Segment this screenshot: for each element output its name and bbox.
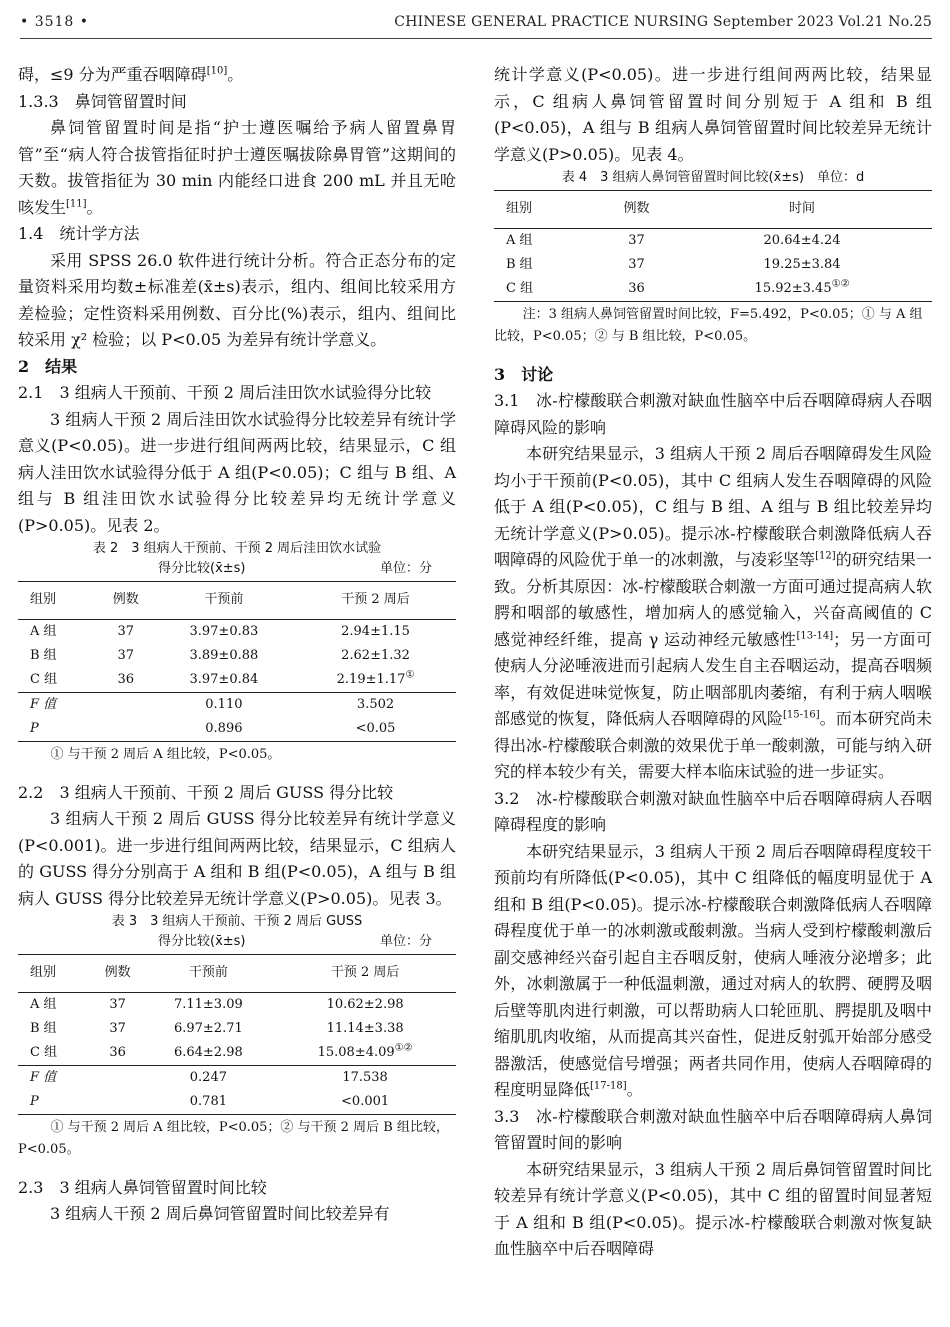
table-caption: 得分比较(x̄±s) xyxy=(158,934,246,949)
column-header: 干预 2 周后 xyxy=(274,955,456,993)
table-note: 注：3 组病人鼻饲管留置时间比较，F=5.492，P<0.05；① 与 A 组比较，P<0.05；② 与 B 组比较，P<0.05。 xyxy=(494,306,923,344)
table-2 xyxy=(18,539,456,766)
paragraph: 采用 SPSS 26.0 软件进行统计分析。符合正态分布的定量资料采用均数±标准差(x̄±s)表示，组内、组间比较采用方差检验；定性资料采用例数、百分比(%)表示，组内、组间比较采用 χ² 检验；以 P<0.05 为差异有统计学意义。 xyxy=(18,250,456,349)
running-header xyxy=(20,10,932,36)
paragraph: 本研究结果显示，3 组病人干预 2 周后吞咽障碍程度较干预前均有所降低(P<0.05)，其中 C 组降低的幅度明显优于 A 组和 B 组(P<0.05)。提示冰-柠檬酸联合刺激降低病人吞咽障碍程度优于单一的冰刺激或酸刺激。当病人受到柠檬酸刺激后副交感神经兴奋引起自主吞咽反射，使病人唾液分泌增多；此外，冰刺激属于一种低温刺激，通过对病人的软腭、硬腭及咽后壁等肌肉进行刺激，可以帮助病人口轮匝肌、腭提肌及咽中缩肌肌肉收缩，从而提高其兴奋性，促进反射弧开始部分感受器激活，使感觉信号增强；两者共同作用，使病人吞咽障碍的程度明显降低[17-18]。 xyxy=(494,841,932,1099)
section-heading: 2 结果 xyxy=(18,356,78,376)
table-row: A 组 37 7.11±3.09 10.62±2.98 xyxy=(30,996,404,1012)
table-row: A 组 37 20.64±4.24 xyxy=(506,232,841,248)
table-note: ① 与干预 2 周后 A 组比较，P<0.05。 xyxy=(50,746,281,762)
column-header: 时间 xyxy=(672,191,932,229)
paragraph: 3 组病人干预 2 周后 GUSS 得分比较差异有统计学意义(P<0.001)。进一步进行组间两两比较，结果显示，C 组病人的 GUSS 得分分别高于 A 组和 B 组(P<0.05)，A 组与 B 组病人 GUSS 得分比较差异无统计学意义(P>0.05)。见表 3。 xyxy=(18,809,456,908)
table-row: B 组 37 3.89±0.88 2.62±1.32 xyxy=(30,647,410,663)
table-row: C 组 36 15.92±3.45①② xyxy=(494,277,932,302)
section-heading: 2.1 3 组病人干预前、干预 2 周后洼田饮水试验得分比较 xyxy=(18,383,432,402)
page-number: • 3518 • xyxy=(20,14,90,30)
column-header: 干预前 xyxy=(153,582,295,620)
column-header: 组别 xyxy=(18,582,99,620)
table-row: C 组 36 3.97±0.84 2.19±1.17① xyxy=(30,669,415,687)
right-column xyxy=(494,62,932,1263)
table-row: F 值 0.247 17.538 xyxy=(18,1065,456,1090)
column-header: 干预前 xyxy=(143,955,275,993)
paragraph: 3 组病人干预 2 周后鼻饲管留置时间比较差异有 xyxy=(50,1204,390,1223)
table-note: ① 与干预 2 周后 A 组比较，P<0.05；② 与干预 2 周后 B 组比较，P<0.05。 xyxy=(18,1119,449,1157)
column-header: 例数 xyxy=(99,582,153,620)
column-header: 例数 xyxy=(601,191,672,229)
section-heading: 2.3 3 组病人鼻饲管留置时间比较 xyxy=(18,1177,267,1197)
paragraph: 碍，≤9 分为严重吞咽障碍[10]。 xyxy=(18,65,244,84)
section-heading: 1.4 统计学方法 xyxy=(18,224,140,243)
paragraph: 本研究结果显示，3 组病人干预 2 周后吞咽障碍发生风险均小于干预前(P<0.05)，其中 C 组病人发生吞咽障碍的风险低于 A 组(P<0.05)，C 组与 B 组、A 组与 B 组比较差异均无统计学意义(P>0.05)。提示冰-柠檬酸联合刺激降低病人吞咽障碍的风险优于单一的冰刺激，与凌彩坚等[12]的研究结果一致。分析其原因：冰-柠檬酸联合刺激一方面可通过提高病人软腭和咽部的敏感性，增加病人的感觉输入，兴奋高阈值的 C 感觉神经纤维，提高 γ 运动神经元敏感性[13-14]；另一方面可使病人分泌唾液进而引起病人发生自主吞咽运动，提高吞咽频率，有效促进味觉恢复，防止咽部肌肉萎缩，有利于病人咽喉部感觉的恢复，降低病人吞咽障碍的风险[15-16]。而本研究尚未得出冰-柠檬酸联合刺激的效果优于单一酸刺激，可能与纳入研究的样本较少有关，需要大样本临床试验的进一步证实。 xyxy=(494,444,932,781)
table-row: B 组 37 6.97±2.71 11.14±3.38 xyxy=(30,1020,404,1036)
paragraph: 3 组病人干预 2 周后洼田饮水试验得分比较差异有统计学意义(P<0.05)。进一步进行组间两两比较，结果显示，C 组病人洼田饮水试验得分低于 A 组(P<0.05)；C 组与 B 组、A 组与 B 组洼田饮水试验得分比较差异均无统计学意义(P>0.05)。见表 2。 xyxy=(18,409,456,535)
table-unit: 单位：分 xyxy=(379,934,432,949)
column-header: 例数 xyxy=(93,955,143,993)
column-header: 干预 2 周后 xyxy=(295,582,456,620)
section-heading: 3.2 冰-柠檬酸联合刺激对缺血性脑卒中后吞咽障碍病人吞咽障碍程度的影响 xyxy=(494,788,932,834)
table-caption: 表 3 3 组病人干预前、干预 2 周后 GUSS xyxy=(111,914,363,929)
paragraph: 统计学意义(P<0.05)。进一步进行组间两两比较，结果显示，C 组病人鼻饲管留置时间分别短于 A 组和 B 组(P<0.05)，A 组与 B 组病人鼻饲管留置时间比较差异无统计学意义(P>0.05)。见表 4。 xyxy=(494,65,932,164)
table-caption: 表 4 3 组病人鼻饲管留置时间比较(x̄±s) 单位：d xyxy=(561,170,865,185)
table-caption: 得分比较(x̄±s) xyxy=(158,561,246,576)
table-row: P 0.781 <0.001 xyxy=(18,1090,456,1115)
paragraph: 鼻饲管留置时间是指“护士遵医嘱给予病人留置鼻胃管”至“病人符合拔管指征时护士遵医嘱拔除鼻胃管”这期间的天数。拔管指征为 30 min 内能经口进食 200 mL 并且无呛咳发生[11]。 xyxy=(18,118,456,217)
section-heading: 2.2 3 组病人干预前、干预 2 周后 GUSS 得分比较 xyxy=(18,782,394,802)
table-row: B 组 37 19.25±3.84 xyxy=(506,256,841,272)
table-4 xyxy=(494,168,932,348)
journal-info: CHINESE GENERAL PRACTICE NURSING September 2023 Vol.21 No.25 xyxy=(394,14,932,30)
section-heading: 3 讨论 xyxy=(494,364,554,384)
section-heading: 1.3.3 鼻饲管留置时间 xyxy=(18,91,187,111)
column-header: 组别 xyxy=(18,955,93,993)
header-rule xyxy=(20,38,932,39)
table-caption: 表 2 3 组病人干预前、干预 2 周后洼田饮水试验 xyxy=(92,541,382,556)
table-row: P 0.896 <0.05 xyxy=(18,717,456,742)
table-row: A 组 37 3.97±0.83 2.94±1.15 xyxy=(30,623,410,639)
table-3 xyxy=(18,912,456,1161)
table-row: C 组 36 6.64±2.98 15.08±4.09①② xyxy=(30,1042,413,1060)
left-column xyxy=(18,62,456,1228)
paragraph: 本研究结果显示，3 组病人干预 2 周后鼻饲管留置时间比较差异有统计学意义(P<0.05)，其中 C 组的留置时间显著短于 A 组和 B 组(P<0.05)。提示冰-柠檬酸联合刺激对恢复缺血性脑卒中后吞咽障碍 xyxy=(494,1159,932,1258)
section-heading: 3.3 冰-柠檬酸联合刺激对缺血性脑卒中后吞咽障碍病人鼻饲管留置时间的影响 xyxy=(494,1106,932,1152)
section-heading: 3.1 冰-柠檬酸联合刺激对缺血性脑卒中后吞咽障碍病人吞咽障碍风险的影响 xyxy=(494,391,932,437)
column-header: 组别 xyxy=(494,191,601,229)
table-unit: 单位：分 xyxy=(379,561,432,576)
table-row: F 值 0.110 3.502 xyxy=(18,692,456,717)
